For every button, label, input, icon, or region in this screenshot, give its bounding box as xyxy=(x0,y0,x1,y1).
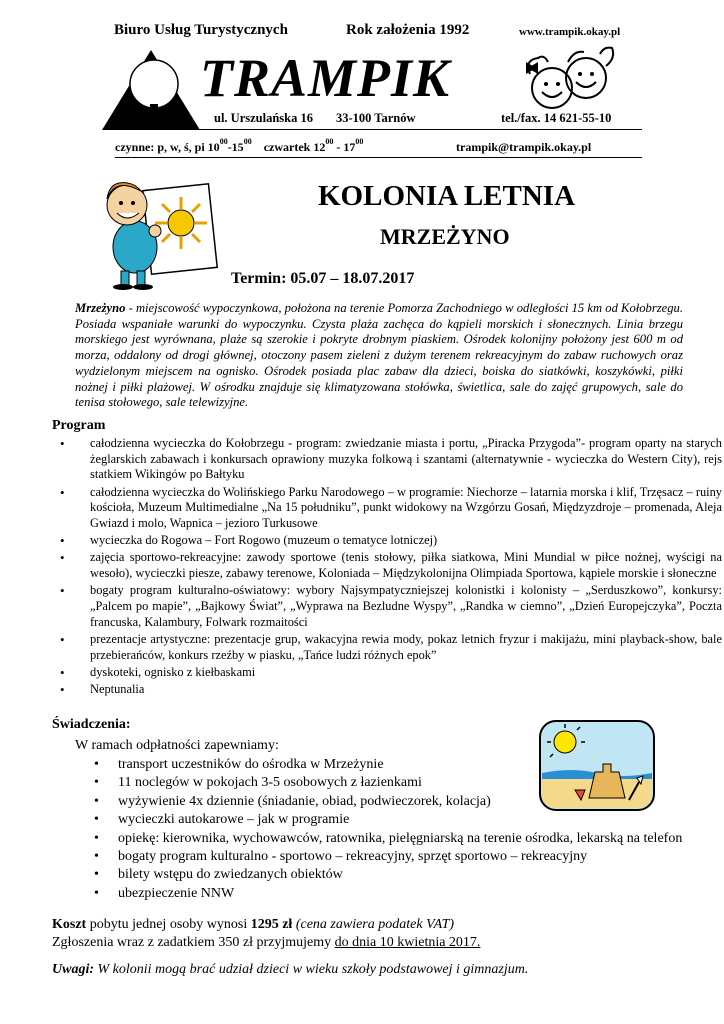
list-item: • bilety wstępu do zwiedzanych obiektów xyxy=(118,866,688,883)
intro-text: - miejscowość wypoczynkowa, położona na terenie Pomorza Zachodniego w odległości 15 km od Kołobrzegu. Posiada wspaniałe warunki do wypoczynku. Czysta plaża zachęca do kąpieli morskich i słonecznych. Linia brzegu morskiego jest wyrównana, plaże są szerokie i pokryte drobnym piaskiem. Ośrodek kolonijny położony jest 600 m od morza, oddalony od drogi głównej, otoczony pasem zieleni z dużym terenem rekreacyjnym do zabaw ruchowych oraz wydzielonym miejscem na ognisko. Ośrodek posiada plac zabaw dla dzieci, boiska do siatkówki, koszykówki, piłki nożnej i piłki plażowej. W ośrodku znajduje się klimatyzowana stołówka, świetlica, sale do zajęć grupowych, sale do tenisa stołowego, sale telewizyjne. xyxy=(75,301,683,410)
list-item: • całodzienna wycieczka do Kołobrzegu - program: zwiedzanie miasta i portu, „Piracka Przygoda”- program oparty na starych żeglarskich zabawach i konkursach oprawiony muzyka folkową i szantami (alternatywnie - wycieczka do Western City), rejs statkiem Wikingów po Bałtyku xyxy=(90,436,722,483)
program-heading: Program xyxy=(52,418,106,433)
list-item: • całodzienna wycieczka do Wolińskiego Parku Narodowego – w programie: Niechorze – latarnia morska i klif, Trzęsacz – ruiny kościoła, Muzeum Multimedialne „Na 15 południku”, punkt widokowy na Wzgórzu Gosań, Międzyzdroje – promenada, Aleja Gwiazd i molo, Wapnica – jezioro Turkusowe xyxy=(90,485,722,532)
list-item: • wyżywienie 4x dziennie (śniadanie, obiad, podwieczorek, kolacja) xyxy=(118,793,688,810)
postcode-city: 33-100 Tarnów xyxy=(336,111,416,125)
list-item: • zajęcia sportowo-rekreacyjne: zawody sportowe (tenis stołowy, piłka siatkowa, Mini Mundial w piłce nożnej, wyścigi na wesoło), wycieczki piesze, zabawy terenowe, Koloniada – Międzykolonijna Olimpiada Sportowa, kąpiele morskie i słoneczne xyxy=(90,550,722,581)
list-item: • prezentacje artystyczne: prezentacje grup, wakacyjna rewia mody, pokaz letnich fryzur i makijażu, mini playback-show, bale przebierańców, konkurs rzeźby w piasku, „Tańce ludzi różnych epok” xyxy=(90,632,722,663)
registration-text: Zgłoszenia wraz z zadatkiem 350 zł przyjmujemy xyxy=(52,935,335,950)
remarks-label: Uwagi: xyxy=(52,962,94,977)
list-item: • bogaty program kulturalno - sportowo – rekreacyjny, sprzęt sportowo – rekreacyjny xyxy=(118,848,688,865)
email-link[interactable]: trampik@trampik.okay.pl xyxy=(456,140,592,154)
registration-line xyxy=(52,935,480,951)
company-name: Biuro Usług Turystycznych xyxy=(114,22,288,38)
list-item: • wycieczki autokarowe – jak w programie xyxy=(118,811,688,828)
list-item: • opiekę: kierownika, wychowawców, ratownika, pielęgniarską na terenie ośrodka, lekarską na telefon xyxy=(118,830,688,847)
destination-title: MRZEŻYNO xyxy=(380,224,510,249)
page-title: KOLONIA LETNIA xyxy=(318,180,576,212)
list-item: • wycieczka do Rogowa – Fort Rogowo (muzeum o tematyce lotniczej) xyxy=(90,533,722,549)
founded-year: Rok założenia 1992 xyxy=(346,22,470,38)
opening-hours: czynne: p, w, ś, pi $10^{00}-15^{00}$ czwartek $12^{00} - 17^{00}$ xyxy=(115,137,364,154)
program-list xyxy=(52,436,722,699)
intro-lead: Mrzeżyno xyxy=(75,301,126,315)
child-drawing-sun-icon xyxy=(95,175,220,290)
list-item: • 11 noclegów w pokojach 3-5 osobowych z łazienkami xyxy=(118,774,688,791)
website-link[interactable]: www.trampik.okay.pl xyxy=(519,26,621,38)
cost-note: (cena zawiera podatek VAT) xyxy=(292,917,455,932)
remarks-text: W kolonii mogą brać udział dzieci w wieku szkoły podstawowej i gimnazjum. xyxy=(94,962,529,977)
header-divider-bottom xyxy=(115,157,642,158)
cost-text: pobytu jednej osoby wynosi xyxy=(86,917,251,932)
intro-paragraph xyxy=(75,301,683,411)
services-heading: Świadczenia: xyxy=(52,717,131,732)
logo-wordmark: TRAMPIK xyxy=(200,48,451,108)
registration-deadline: do dnia 10 kwietnia 2017. xyxy=(334,935,481,950)
header-divider xyxy=(115,129,642,130)
street-address: ul. Urszulańska 16 xyxy=(214,111,313,125)
term-dates: Termin: 05.07 – 18.07.2017 xyxy=(231,270,415,287)
beach-sandcastle-icon xyxy=(537,718,657,813)
kids-faces-icon xyxy=(522,44,620,116)
cost-line xyxy=(52,917,454,933)
tree-logo-icon xyxy=(96,44,206,132)
cost-amount: 1295 zł xyxy=(250,917,293,932)
cost-label: Koszt xyxy=(52,917,87,932)
services-lead: W ramach odpłatności zapewniamy: xyxy=(75,738,279,753)
list-item: • bogaty program kulturalno-oświatowy: wybory Najsympatyczniejszej kolonistki i kolonisty – „Serduszkowo”, konkursy: „Palcem po mapie”, „Bajkowy Świat”, „Wyprawa na Bezludne Wyspy”, „Randka w ciemno”, „Dzień Europejczyka”, Poczta francuska, Kalambury, Folwark rozmaitości xyxy=(90,583,722,630)
list-item: • Neptunalia xyxy=(90,682,722,698)
phone-fax: tel./fax. 14 621-55-10 xyxy=(501,111,612,125)
remarks-line xyxy=(52,962,528,978)
list-item: • transport uczestników do ośrodka w Mrzeżynie xyxy=(118,756,688,773)
list-item: • ubezpieczenie NNW xyxy=(118,885,688,902)
list-item: • dyskoteki, ognisko z kiełbaskami xyxy=(90,665,722,681)
